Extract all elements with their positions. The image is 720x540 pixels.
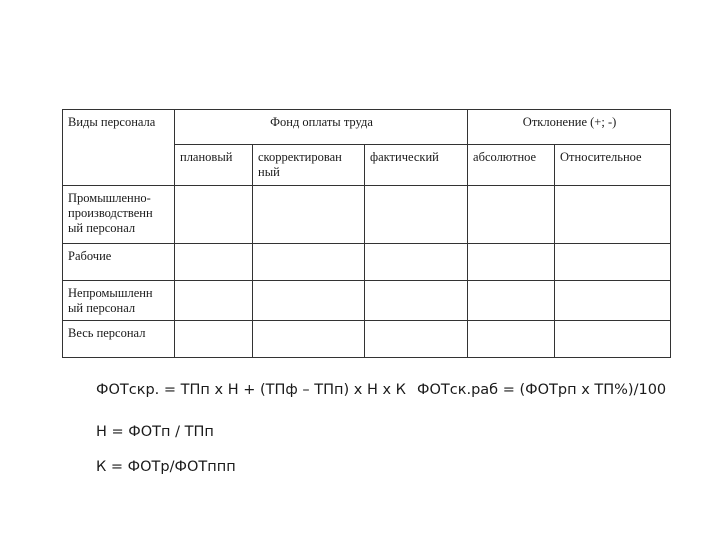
- table-cell: [468, 244, 555, 281]
- table-cell: [365, 244, 468, 281]
- table-cell: [253, 321, 365, 358]
- table-cell: [253, 244, 365, 281]
- header-absolute-label: абсолютное: [473, 150, 537, 164]
- row-label-all-staff: [63, 321, 175, 358]
- table-cell: [555, 244, 671, 281]
- row-label-text: Рабочие: [68, 249, 112, 263]
- row-label-text: Непромышленн ый персонал: [68, 286, 153, 315]
- table-cell: [253, 281, 365, 321]
- header-absolute: [468, 145, 555, 186]
- header-deviation: [468, 110, 671, 145]
- header-relative: [555, 145, 671, 186]
- header-actual-label: фактический: [370, 150, 439, 164]
- table-cell: [365, 321, 468, 358]
- header-planned: [175, 145, 253, 186]
- table-cell: [365, 186, 468, 244]
- row-label-text: Весь персонал: [68, 326, 146, 340]
- table-cell: [175, 321, 253, 358]
- table-cell: [468, 186, 555, 244]
- header-staff-types: [63, 110, 175, 186]
- table-cell: [555, 321, 671, 358]
- formula-adjusted-workers-payroll: ФОТск.раб = (ФОТрп х ТП%)/100: [417, 382, 667, 398]
- table-cell: [468, 281, 555, 321]
- header-adjusted: [253, 145, 365, 186]
- table-cell: [175, 186, 253, 244]
- header-planned-label: плановый: [180, 150, 233, 164]
- row-label-industrial-staff: [63, 186, 175, 244]
- header-relative-label: Относительное: [560, 150, 642, 164]
- header-deviation-label: Отклонение (+; -): [522, 115, 617, 129]
- row-label-non-industrial-staff: [63, 281, 175, 321]
- table-cell: [365, 281, 468, 321]
- table-row: [63, 321, 671, 358]
- table-cell: [555, 186, 671, 244]
- table-row: [63, 281, 671, 321]
- header-payroll-fund-label: Фонд оплаты труда: [270, 115, 373, 129]
- payroll-fund-table: [62, 109, 671, 358]
- header-staff-types-label: Виды персонала: [68, 115, 156, 129]
- header-actual: [365, 145, 468, 186]
- row-label-workers: [63, 244, 175, 281]
- table-row: [63, 244, 671, 281]
- header-payroll-fund: [175, 110, 468, 145]
- header-adjusted-label: скорректирован ный: [258, 150, 342, 179]
- formula-coefficient: К = ФОТр/ФОТппп: [96, 459, 236, 475]
- table-cell: [468, 321, 555, 358]
- table-cell: [555, 281, 671, 321]
- formula-norm: Н = ФОТп / ТПп: [96, 424, 214, 440]
- table-cell: [175, 281, 253, 321]
- row-label-text: Промышленно-производственн ый персонал: [68, 191, 153, 235]
- header-row-1: [63, 110, 671, 145]
- table-cell: [175, 244, 253, 281]
- table-cell: [253, 186, 365, 244]
- table-row: [63, 186, 671, 244]
- formula-adjusted-payroll: ФОТскр. = ТПп х Н + (ТПф – ТПп) х Н х К: [96, 382, 406, 398]
